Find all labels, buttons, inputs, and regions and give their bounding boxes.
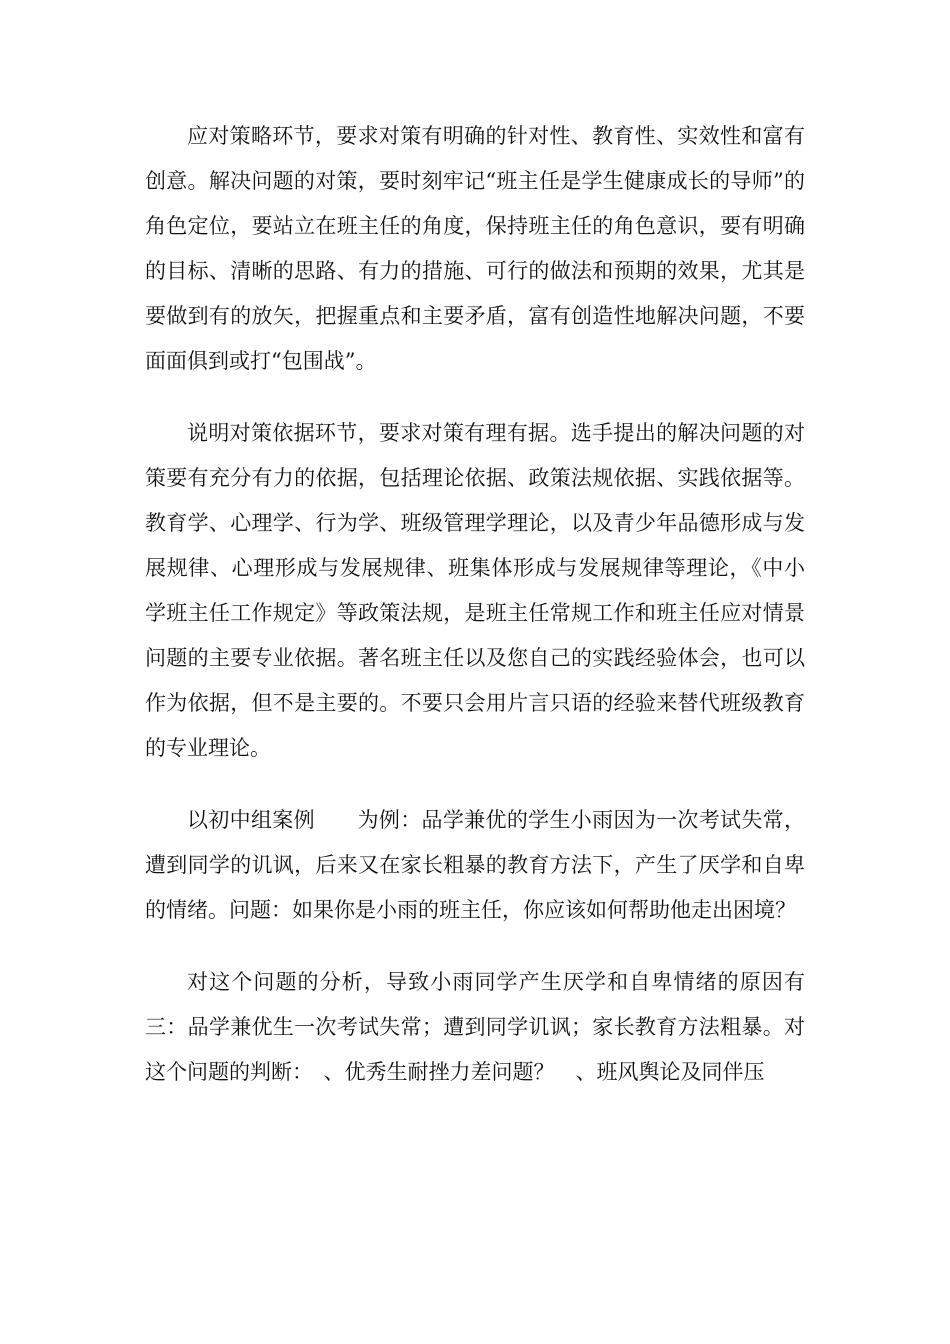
paragraph-analysis: 对这个问题的分析，导致小雨同学产生厌学和自卑情绪的原因有三：品学兼优生一次考试失常；遭到同学讥讽；家长教育方法粗暴。对这个问题的判断： 、优秀生耐挫力差问题？ 、班风舆论及同伴压 xyxy=(145,970,805,1084)
paragraph-basis: 说明对策依据环节，要求对策有理有据。选手提出的解决问题的对策要有充分有力的依据，包括理论依据、政策法规依据、实践依据等。教育学、心理学、行为学、班级管理学理论，以及青少年品德形成与发展规律、心理形成与发展规律、班集体形成与发展规律等理论，《中小学班主任工作规定》等政策法规，是班主任常规工作和班主任应对情景问题的主要专业依据。著名班主任以及您自己的实践经验体会，也可以作为依据，但不是主要的。不要只会用片言只语的经验来替代班级教育的专业理论。 xyxy=(145,421,805,760)
document-body xyxy=(145,114,805,1095)
paragraph-strategy: 应对策略环节，要求对策有明确的针对性、教育性、实效性和富有创意。解决问题的对策，要时刻牢记“班主任是学生健康成长的导师”的角色定位，要站立在班主任的角度，保持班主任的角色意识，要有明确的目标、清晰的思路、有力的措施、可行的做法和预期的效果，尤其是要做到有的放矢，把握重点和主要矛盾，富有创造性地解决问题，不要面面俱到或打“包围战”。 xyxy=(145,124,805,373)
paragraph-case-example: 以初中组案例 为例：品学兼优的学生小雨因为一次考试失常，遭到同学的讥讽，后来又在家长粗暴的教育方法下，产生了厌学和自卑的情绪。问题：如果你是小雨的班主任，你应该如何帮助他走出困境？ xyxy=(145,808,805,922)
